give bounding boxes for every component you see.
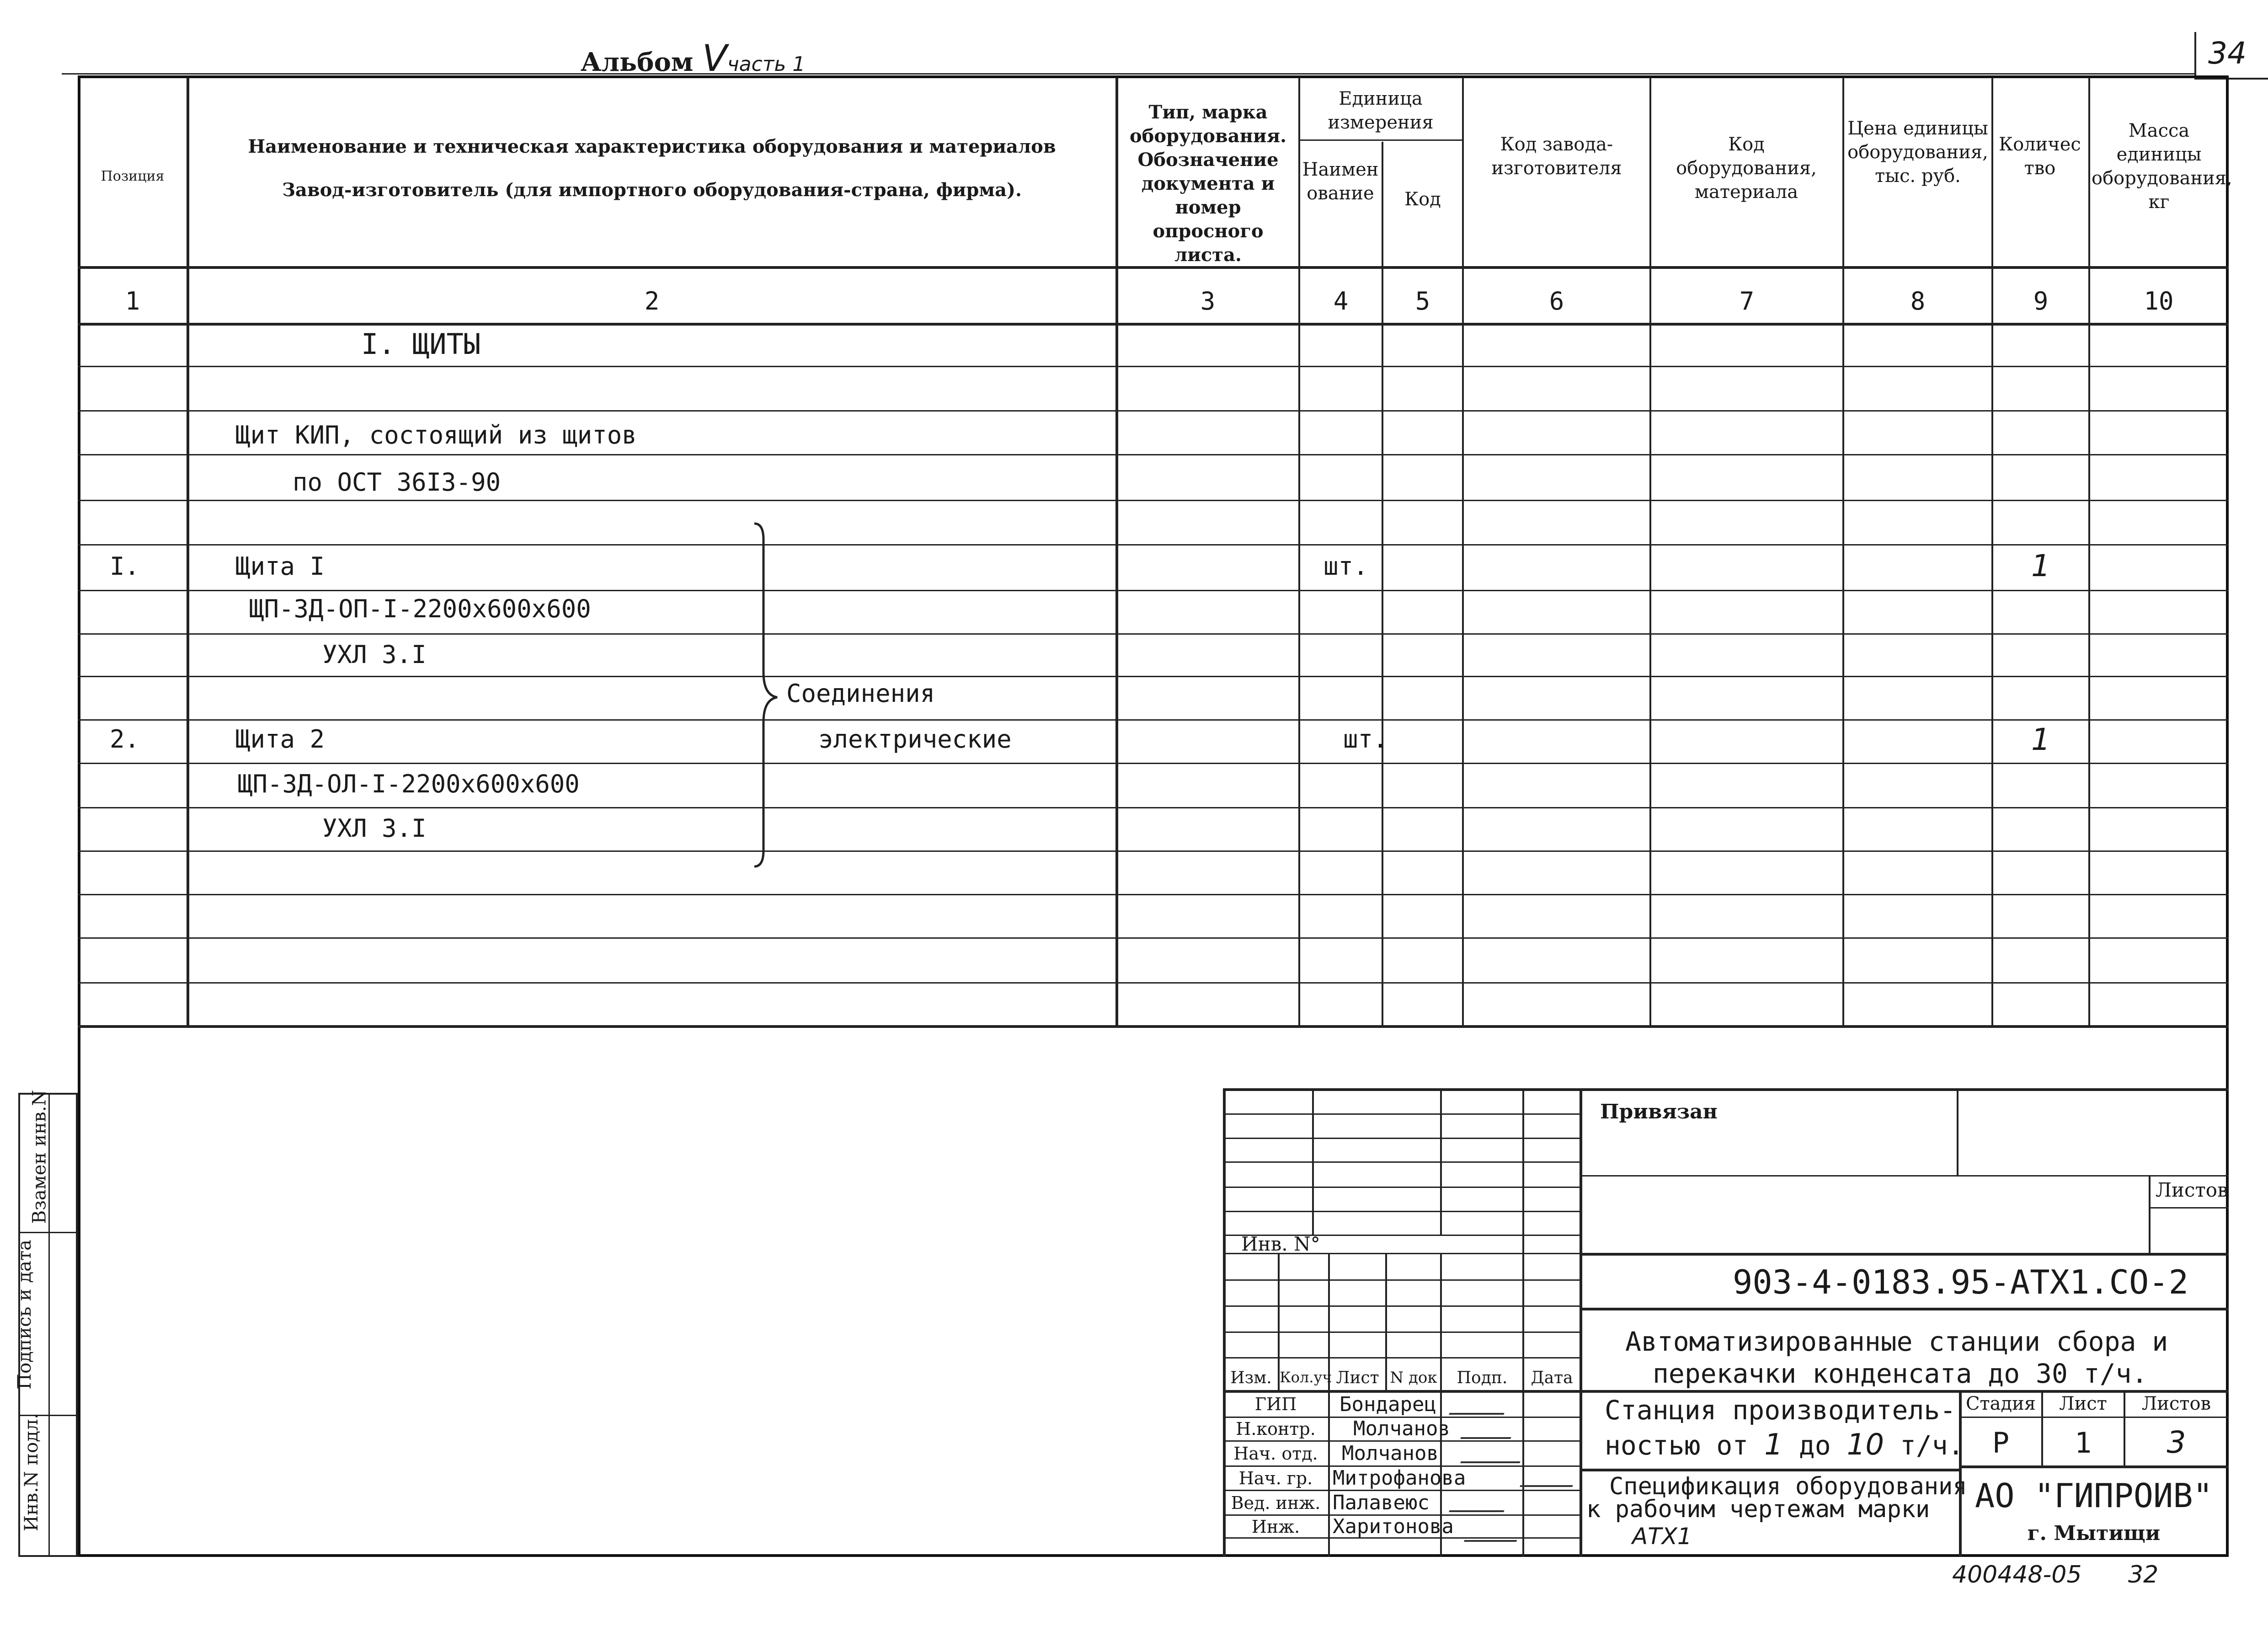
sheets-value: 3 bbox=[2167, 1425, 2186, 1460]
col-header-type: Тип, марка оборудования. Обозначение документа и номер опросного листа. bbox=[1129, 102, 1287, 266]
album-number: V bbox=[702, 37, 727, 80]
rev-col-docno: N док bbox=[1390, 1369, 1437, 1387]
staff-name-1: Бондарец bbox=[1339, 1393, 1436, 1416]
staff-role-4: Нач. гр. bbox=[1238, 1468, 1313, 1488]
spec-line-2: к рабочим чертежам марки bbox=[1586, 1496, 1930, 1523]
row-2-quantity: 1 bbox=[2031, 722, 2050, 757]
signature-1 bbox=[1449, 1400, 1509, 1415]
brace-note-line-2: электрические bbox=[818, 725, 1012, 754]
col-header-unit-group: Единица измерения bbox=[1328, 88, 1434, 133]
stage-label: Стадия bbox=[1965, 1393, 2036, 1414]
col-header-quantity: Количество bbox=[1999, 134, 2081, 179]
panel-intro-line-2: по ОСТ 36I3-90 bbox=[293, 468, 501, 497]
rev-col-sheet: Лист bbox=[1336, 1369, 1379, 1387]
panel-intro-line-1: Щит КИП, состоящий из щитов bbox=[235, 421, 637, 449]
project-title-line-2: перекачки конденсата до 30 т/ч. bbox=[1653, 1358, 2148, 1389]
spec-line-1: Спецификация оборудования bbox=[1609, 1473, 1967, 1500]
organization-city: г. Мытищи bbox=[2027, 1522, 2161, 1545]
staff-name-2: Молчанов bbox=[1353, 1417, 1450, 1440]
row-1-unit: шт. bbox=[1323, 552, 1368, 581]
stage-value: Р bbox=[1992, 1426, 2010, 1460]
col-num-3: 3 bbox=[1200, 287, 1216, 315]
col-header-mass: Масса единицы оборудования, кг bbox=[2092, 120, 2232, 213]
side-stamp-signature-date: Подпись и дата bbox=[14, 1240, 35, 1390]
row-1-position: I. bbox=[110, 552, 140, 581]
organization-name: АО "ГИПРОИВ" bbox=[1974, 1476, 2213, 1515]
row-2-spec: ЩП-ЗД-ОЛ-I-2200x600x600 bbox=[238, 770, 580, 798]
col-header-price: Цена единицы оборудования, тыс. руб. bbox=[1847, 118, 1988, 187]
signature-5 bbox=[1449, 1497, 1509, 1512]
col-header-unit-name: Наименование bbox=[1302, 159, 1379, 204]
staff-name-6: Харитонова bbox=[1333, 1515, 1454, 1538]
col-header-manufacturer: Завод-изготовитель (для импортного оборудования-страна, фирма). bbox=[282, 179, 1022, 201]
station-line-1: Станция производитель- bbox=[1605, 1395, 1956, 1426]
staff-role-5: Вед. инж. bbox=[1231, 1493, 1321, 1513]
col-num-10: 10 bbox=[2144, 287, 2174, 315]
col-num-8: 8 bbox=[1910, 287, 1926, 315]
sheet-label: Лист bbox=[2059, 1393, 2107, 1414]
archive-number: 400448-05 bbox=[1952, 1561, 2082, 1588]
inv-no-label: Инв. N° bbox=[1241, 1233, 1320, 1255]
row-1-spec: ЩП-ЗД-ОП-I-2200x600x600 bbox=[249, 594, 591, 623]
col-num-9: 9 bbox=[2033, 287, 2049, 315]
rev-col-signature: Подп. bbox=[1457, 1369, 1508, 1387]
row-2-climate: УХЛ 3.I bbox=[322, 814, 427, 843]
col-num-1: 1 bbox=[125, 287, 140, 315]
rev-col-date: Дата bbox=[1531, 1369, 1573, 1387]
col-header-name: Наименование и техническая характеристика оборудования и материалов bbox=[248, 136, 1056, 157]
row-1-name: Щита I bbox=[235, 552, 325, 581]
col-header-position: Позиция bbox=[101, 168, 165, 184]
sheet-value: 1 bbox=[2074, 1426, 2092, 1460]
album-part: часть 1 bbox=[727, 53, 806, 76]
signature-3 bbox=[1460, 1449, 1525, 1463]
row-2-position: 2. bbox=[110, 725, 140, 754]
album-title: Альбом Vчасть 1 bbox=[581, 37, 806, 80]
staff-role-6: Инж. bbox=[1251, 1517, 1300, 1537]
signature-6 bbox=[1464, 1522, 1524, 1542]
project-title-line-1: Автоматизированные станции сбора и bbox=[1625, 1326, 2168, 1357]
staff-name-5: Палавеюс bbox=[1333, 1491, 1430, 1514]
col-num-5: 5 bbox=[1415, 287, 1430, 315]
brace-note-line-1: Соединения bbox=[786, 679, 935, 708]
staff-role-1: ГИП bbox=[1254, 1394, 1297, 1414]
side-stamp-inv-replaced: Взамен инв.N bbox=[29, 1090, 50, 1224]
col-num-2: 2 bbox=[644, 287, 660, 315]
col-header-equipment-code: Код оборудования, материала bbox=[1676, 134, 1817, 203]
col-num-6: 6 bbox=[1549, 287, 1564, 315]
col-num-7: 7 bbox=[1739, 287, 1755, 315]
rev-col-count: Кол.уч bbox=[1280, 1369, 1332, 1386]
station-line-2: ностью от 1 до 10 т/ч. bbox=[1605, 1428, 1964, 1462]
staff-name-3: Молчанов bbox=[1342, 1442, 1439, 1465]
sheets-label: Листов bbox=[2141, 1393, 2211, 1414]
row-2-unit: шт. bbox=[1343, 725, 1388, 754]
document-code: 903-4-0183.95-АТХ1.СО-2 bbox=[1733, 1263, 2188, 1301]
row-1-climate: УХЛ 3.I bbox=[322, 640, 427, 669]
row-1-quantity: 1 bbox=[2031, 548, 2050, 583]
col-header-unit-code: Код bbox=[1404, 189, 1441, 210]
section-title: I. ЩИТЫ bbox=[361, 327, 481, 361]
signature-2 bbox=[1460, 1424, 1516, 1439]
staff-role-2: Н.контр. bbox=[1236, 1419, 1316, 1439]
staff-name-4: Митрофанова bbox=[1333, 1466, 1466, 1490]
spec-line-3: АТХ1 bbox=[1632, 1523, 1692, 1550]
col-header-plant-code: Код завода-изготовителя bbox=[1491, 134, 1622, 179]
col-num-4: 4 bbox=[1333, 287, 1349, 315]
privyazan-label: Привязан bbox=[1600, 1100, 1718, 1123]
side-stamp-inv-original: Инв.N подл. bbox=[21, 1413, 42, 1531]
signature-4 bbox=[1520, 1472, 1578, 1487]
listov-label-top: Листов bbox=[2156, 1179, 2228, 1201]
grouping-brace bbox=[750, 521, 786, 869]
row-2-name: Щита 2 bbox=[235, 725, 325, 754]
rev-col-change: Изм. bbox=[1230, 1369, 1272, 1387]
staff-role-3: Нач. отд. bbox=[1233, 1444, 1318, 1464]
archive-page: 32 bbox=[2128, 1561, 2159, 1588]
page-number: 34 bbox=[2208, 36, 2247, 71]
